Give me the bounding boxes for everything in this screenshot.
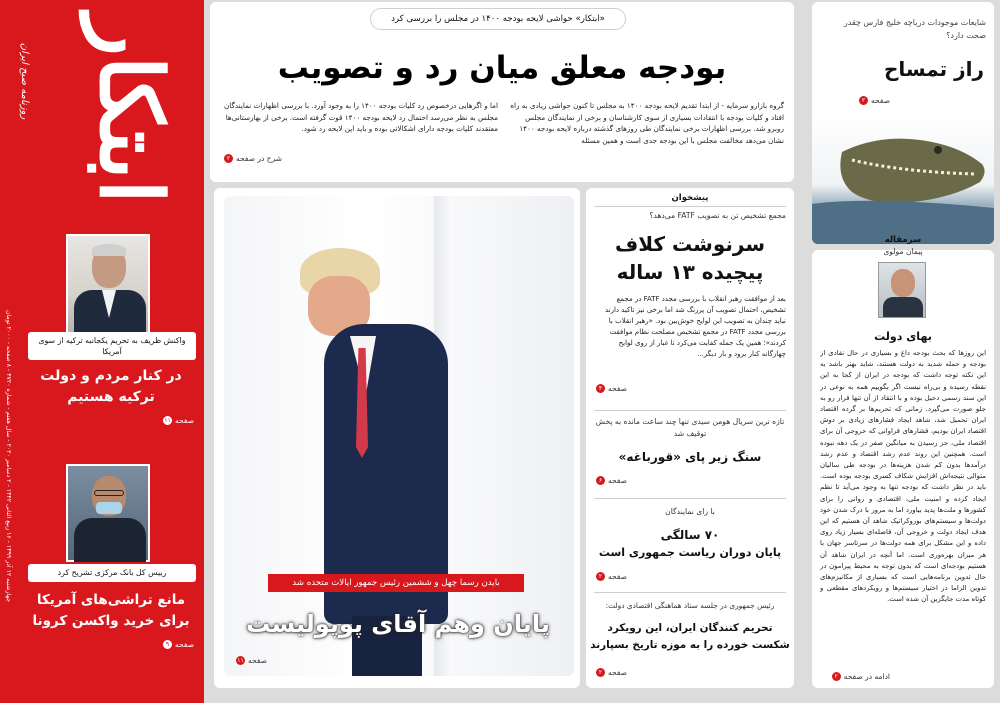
editorial-section: سرمقاله — [884, 235, 922, 245]
section-divider-1 — [594, 206, 786, 207]
crocodile-page-ref[interactable] — [859, 96, 890, 105]
hemmati-glasses-icon — [94, 490, 124, 496]
ghorbagheh-page-ref[interactable] — [596, 476, 627, 485]
author-head-icon — [891, 269, 915, 297]
main-photo-caption: بایدن رسما چهل و ششمین رئیس جمهور ایالات متحده شد — [268, 574, 524, 592]
rouhani-story[interactable] — [586, 594, 794, 686]
editorial-headline[interactable]: بهای دولت — [874, 330, 932, 343]
age-limit-story[interactable] — [586, 500, 794, 592]
zarif-caption-box — [28, 332, 196, 360]
rouhani-headline-1[interactable]: تحریم کنندگان ایران، این رویکرد — [607, 622, 773, 634]
hemmati-page-number: ۹ — [163, 640, 172, 649]
age-limit-page-label: صفحه — [608, 572, 628, 581]
hemmati-caption-box — [28, 564, 196, 582]
main-photo-page-number: ۱۱ — [237, 657, 244, 664]
fatf-headline-1[interactable]: سرنوشت کلاف — [614, 232, 765, 256]
top-story-more-label: شرح در صفحه — [236, 154, 283, 163]
main-photo-story[interactable] — [214, 188, 580, 688]
editorial-author-photo — [878, 262, 926, 318]
fatf-headline-2[interactable]: پیچیده ۱۳ ساله — [616, 260, 764, 284]
hemmati-page-ref[interactable] — [163, 640, 194, 649]
top-story-page-number: ۲ — [224, 154, 233, 163]
sidebar-story-hemmati[interactable] — [22, 458, 198, 658]
zarif-hair-icon — [92, 244, 126, 256]
hemmati-caption: رییس کل بانک مرکزی تشریح کرد — [57, 568, 167, 577]
top-story-page-ref[interactable] — [224, 154, 282, 163]
top-story-headline[interactable]: بودجه معلق میان رد و تصویب — [277, 50, 727, 86]
main-photo-page-label: صفحه — [248, 656, 268, 665]
editorial-page-ref[interactable] — [832, 672, 890, 681]
rouhani-page-number: ۲ — [596, 668, 605, 677]
crocodile-icon — [812, 112, 994, 244]
crocodile-kicker: شایعات موجودات دریاچه خلیج فارس چقدر صحت دارد؟ — [843, 18, 986, 40]
masthead-tagline-wrap — [6, 6, 42, 156]
hemmati-photo — [66, 464, 150, 562]
age-limit-page-number: ۲ — [596, 572, 605, 581]
age-limit-headline-2[interactable]: پایان دوران ریاست جمهوری است — [598, 546, 782, 559]
dateline: چهارشنبه ۱۲ آذر ۱۳۹۹ - ۱۶ ربیع الثانی ۱۴۴۲ - ۲ دسامبر ۲۰۲۰ - سال هفتم - شماره ۴۷۲۰ - ۸ صفحه - ۲۰۰۰ تومان — [5, 309, 12, 603]
ghorbagheh-kicker: تازه ترین سریال هومن سیدی تنها چند ساعت مانده به پخش توقیف شد — [595, 417, 785, 438]
top-story-kicker-box — [370, 8, 626, 30]
top-story-col-right: گروه بازارو سرمایه - از ابتدا تقدیم لایحه بودجه ۱۴۰۰ به مجلس تا کنون حواشی زیادی به راه افتاد و کلیات بودجه با انتقادات بسیاری از سوی کارشناسان و برخی از نمایندگان مجلس روبرو شد. بررسی اظهارات برخی نمایندگان طی روزهای گذشته درباره لایحه بودجه ۱۴۰۰ نشان می‌دهد مخالفت مجلس با این بودجه جدی است و همین مسئله — [510, 101, 784, 145]
age-limit-headline-1[interactable]: ۷۰ سالگی — [660, 528, 720, 542]
zarif-photo — [66, 234, 150, 334]
masthead-logo-vertical — [40, 2, 210, 216]
fatf-page-label: صفحه — [608, 384, 628, 393]
section-divider-2 — [594, 410, 786, 411]
zarif-page-number: ۱۱ — [164, 417, 171, 424]
fatf-page-ref[interactable] — [596, 384, 627, 393]
hemmati-page-label: صفحه — [174, 640, 194, 649]
section-divider-4 — [594, 592, 786, 593]
masthead-logo-text: ابتکار — [80, 14, 181, 204]
crocodile-page-label: صفحه — [870, 96, 890, 105]
top-story[interactable] — [210, 2, 794, 182]
age-limit-page-ref[interactable] — [596, 572, 627, 581]
ghorbagheh-headline[interactable]: سنگ زیر پای «قورباغه» — [618, 450, 762, 464]
fatf-body: بعد از موافقت رهبر انقلاب با بررسی مجدد FATF در مجمع تشخیص، احتمال تصویب آن پررنگ شد اما برخی نیز تاکید دارند نباید چندان به تصویب این لوایح خوش‌بین بود. «رهبر انقلاب با بررسی مجدد FATF در مجمع تشخیص مصلحت نظام موافقت کردند»؛ همین یک جمله کفایت می‌کرد تا غبار از روی لوایح چهارگانه کنار برود و بار دیگر... — [604, 295, 786, 358]
dateline-wrap — [2, 212, 14, 700]
rouhani-page-ref[interactable] — [596, 668, 627, 677]
fatf-story[interactable] — [586, 208, 794, 398]
editorial-body: این روزها که بحث بودجه داغ و بسیاری در حال نقادی از بودجه و حمله شدید به دولت هستند، شاید بهتر باشد به این نکته توجه داشت که بودجه در ایران از کجا به این نقطه رسیده و بی‌راه نیست اگر بگوییم همه به نوعی در این سند رسمی دخیل بوده و با انتقاد از آن تنها فرار رو به جلو صورت می‌گیرد. زمانی که تحریم‌ها بر گرده اقتصاد ایران تحمیل شد، شاهد ایجاد فشارهای زیادی بر دوش اقتصاد ایران بودیم، فشارهای فراوانی که خروجی آن برای اقتصاد ملی، جز رسیدن به میانگین صفر در یک دهه نبوده است. همچنین این روند عدم رشد اقتصاد و عدم رشد درآمدها بدون کم شدن هزینه‌ها در بودجه طی سالیان متوالی نتیجه‌اش افزایش شکاف کسری بودجه بوده است. باید در نظر داشت که بودجه تنها به وجود می‌آید تا نظم ایجاد کرده و امنیت ملی، اقتصادی و روانی را برای کشورها و ملت‌ها پدید بیاورد اما به مرور با درک شدن خود دولت‌ها و سیستم‌های بوروکراتیک شاهد آن هستیم که این هدف ایجاد دولت و خروجی آن، فاصله‌ای بسیار زیاد روی داده و این مشکل برای همه دولت‌ها در سرتاسر جهان با هر میزان بهره‌وری است. اما آنچه در ایران شاهد آن هستیم بودجه‌ای است که بدون توجه به محیط پیرامون در حال تدوین برنامه‌هایی است که بسیاری از مکانیزم‌های تدوین الزاما در اختیار سیستم‌ها و رویکردهای مقطعی و کوتاه مدت جایگزین آن شده است. — [820, 349, 986, 604]
section-pishkhan: پیشخوان — [671, 193, 709, 203]
ghorbagheh-page-label: صفحه — [608, 476, 628, 485]
main-photo-headline[interactable]: پایان وهم آقای پوپولیست — [246, 610, 550, 638]
zarif-caption: واکنش ظریف به تحریم یکجانبه ترکیه از سوی آمریکا — [38, 336, 186, 356]
main-photo — [224, 196, 574, 676]
fatf-page-number: ۴ — [596, 384, 605, 393]
top-story-kicker: «ابتکار» حواشی لایحه بودجه ۱۴۰۰ در مجلس را بررسی کرد — [391, 14, 605, 24]
top-story-col-left: اما و اگرهایی درخصوص رد کلیات بودجه ۱۴۰۰ را به وجود آورد. با بررسی اظهارات نمایندگان مجلس به نظر می‌رسد احتمال رد لایحه بودجه ۱۴۰۰ قوت گرفته است. برخی از بهارستانی‌ها معتقدند کلیات بودجه دارای اشکالاتی بوده و باید این لایحه رد شود. — [224, 101, 498, 133]
rouhani-headline-2[interactable]: شکست خورده را به موزه تاریخ بسپارند — [590, 639, 790, 651]
zarif-page-ref[interactable] — [163, 416, 194, 425]
section-divider-3 — [594, 498, 786, 499]
zarif-page-label: صفحه — [174, 416, 194, 425]
hemmati-suit-icon — [74, 518, 146, 562]
middle-column — [586, 188, 794, 688]
editorial-page-number: ۲ — [832, 672, 841, 681]
masthead-tagline: روزنامه صبح ایران — [19, 42, 30, 120]
ghorbagheh-story[interactable] — [586, 412, 794, 496]
sidebar-story-zarif[interactable] — [22, 226, 198, 448]
zarif-headline[interactable]: در کنار مردم و دولت ترکیه هستیم — [40, 368, 182, 405]
hemmati-headline[interactable]: مانع تراشی‌های آمریکا برای خرید واکسن کرونا — [32, 592, 190, 629]
ghorbagheh-page-number: ۶ — [596, 476, 605, 485]
rouhani-kicker: رئیس جمهوری در جلسه ستاد هماهنگی اقتصادی دولت: — [605, 601, 775, 610]
hemmati-mask-icon — [96, 502, 122, 514]
editorial-more-label: ادامه در صفحه — [843, 672, 890, 681]
editorial-author: پیمان مولوی — [883, 247, 923, 256]
crocodile-headline[interactable]: راز تمساح — [883, 57, 984, 81]
crocodile-page-number: ۲ — [859, 96, 868, 105]
age-limit-kicker: با رای نمایندگان — [665, 507, 715, 516]
author-suit-icon — [883, 297, 923, 318]
crocodile-story[interactable] — [812, 2, 994, 244]
crocodile-photo — [812, 112, 994, 244]
main-photo-page-ref[interactable] — [236, 656, 267, 665]
editorial[interactable] — [812, 235, 994, 688]
rouhani-page-label: صفحه — [608, 668, 628, 677]
fatf-kicker: مجمع تشخیص تن به تصویب FATF می‌دهد؟ — [649, 211, 786, 220]
